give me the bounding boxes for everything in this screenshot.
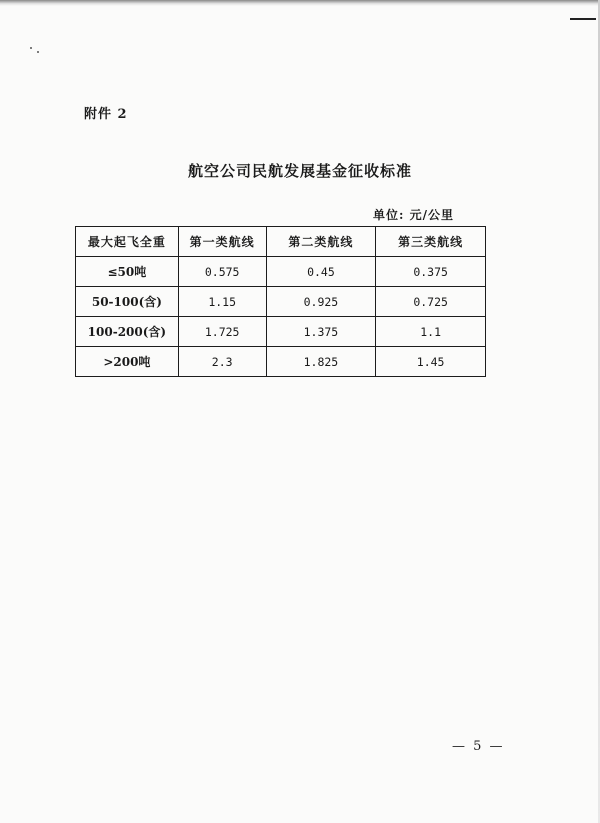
rate-cell: 0.375: [376, 257, 486, 287]
rate-cell: 1.725: [178, 317, 266, 347]
header-max-takeoff-weight: 最大起飞全重: [76, 227, 179, 257]
scan-corner-mark: [570, 18, 596, 20]
header-route-class-2: 第二类航线: [266, 227, 376, 257]
table-row: [76, 347, 486, 377]
unit-note: 单位: 元/公里: [373, 208, 454, 222]
rate-cell: 0.575: [178, 257, 266, 287]
table-row: [76, 317, 486, 347]
rate-cell: 2.3: [178, 347, 266, 377]
rate-cell: 1.825: [266, 347, 376, 377]
scan-speck: [37, 51, 39, 53]
rate-cell: 0.725: [376, 287, 486, 317]
rate-cell: 1.375: [266, 317, 376, 347]
table-row: [76, 287, 486, 317]
table-header-row: [76, 227, 486, 257]
fee-standard-table: [75, 226, 486, 377]
weight-range-cell: ≤50吨: [76, 257, 179, 287]
rate-cell: 0.45: [266, 257, 376, 287]
rate-cell: 0.925: [266, 287, 376, 317]
attachment-label: 附件 2: [84, 107, 128, 122]
weight-range-cell: >200吨: [76, 347, 179, 377]
header-route-class-1: 第一类航线: [178, 227, 266, 257]
scan-top-edge: [0, 0, 600, 6]
weight-range-cell: 100-200(含): [76, 317, 179, 347]
document-title: 航空公司民航发展基金征收标准: [187, 162, 412, 180]
rate-cell: 1.1: [376, 317, 486, 347]
header-route-class-3: 第三类航线: [376, 227, 486, 257]
table-row: [76, 257, 486, 287]
rate-cell: 1.15: [178, 287, 266, 317]
rate-cell: 1.45: [376, 347, 486, 377]
scan-speck: [30, 47, 32, 49]
page-number: — 5 —: [452, 739, 505, 754]
weight-range-cell: 50-100(含): [76, 287, 179, 317]
